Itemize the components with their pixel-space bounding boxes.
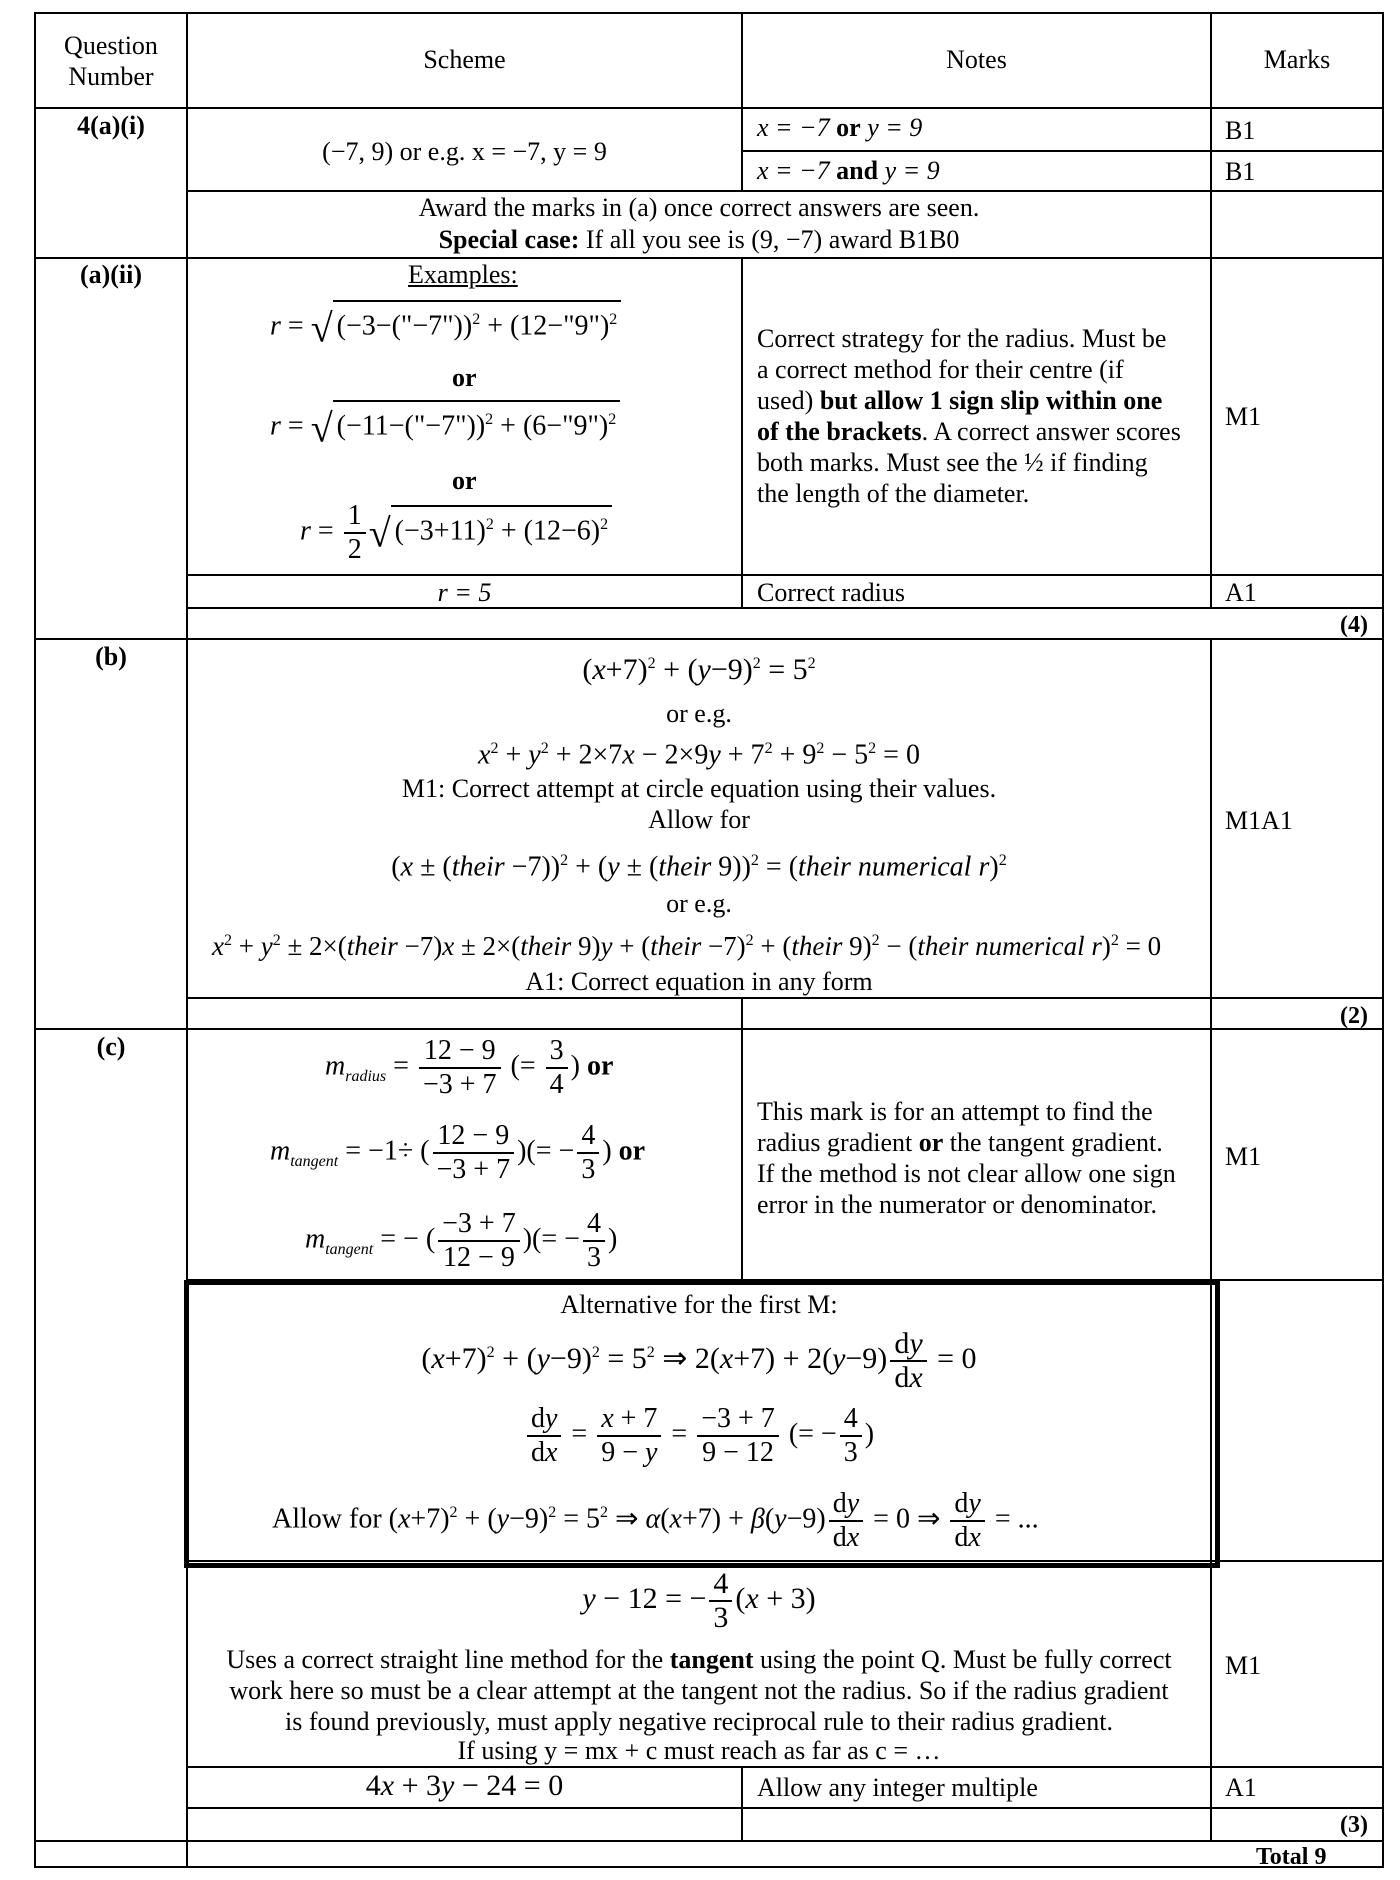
alternative-allow: Allow for $(x+7)^2 + (y-9)^2 = 5^2$ ⇒ α(x+7) + β(y−9) $\frac{dy}{dx}$ = 0 ⇒ $\frac{dy}{dx}$ = ... xyxy=(272,1488,1039,1553)
note-text: radius gradient xyxy=(757,1128,919,1157)
subtotal-b: (2) xyxy=(1340,1003,1368,1029)
note-text: using the point Q. Must be fully correct xyxy=(753,1645,1172,1674)
tangent-note-l3: is found previously, must apply negative reciprocal rule to their radius gradient. xyxy=(285,1707,1113,1736)
note-radius-l2: a correct method for their centre (if xyxy=(757,355,1124,384)
rule xyxy=(741,1028,743,1279)
radius-answer-note: Correct radius xyxy=(757,578,906,607)
m-subscript: tangent xyxy=(325,1241,374,1259)
rule xyxy=(1382,12,1384,1868)
note-text: x = −7 xyxy=(757,113,837,142)
mark-b1-first: B1 xyxy=(1225,116,1256,145)
final-equation: 4x + 3y − 24 = 0 xyxy=(365,1769,564,1802)
m-subscript: radius xyxy=(345,1068,387,1086)
tangent-equation: y − 12 = − $\frac{4}{3}$ (x + 3) xyxy=(582,1567,816,1634)
note-bold: or xyxy=(918,1128,944,1157)
alternative-implicit-diff: $(x+7)^2 + (y-9)^2 = 5^2$ ⇒ 2(x+7) + 2(y−9) $\frac{dy}{dx}$ = 0 xyxy=(421,1327,977,1394)
note-text: x = −7 xyxy=(757,156,837,185)
or-text: or xyxy=(618,1135,646,1167)
rule xyxy=(186,1766,1384,1768)
mark-m1-radius: M1 xyxy=(1225,402,1262,431)
rule xyxy=(1210,638,1212,1028)
or-eg-text: or e.g. xyxy=(666,699,732,728)
scheme-centre-answer: (−7, 9) or e.g. x = −7, y = 9 xyxy=(322,137,607,166)
special-case-comment xyxy=(188,224,1210,255)
m-subscript: tangent xyxy=(290,1153,339,1171)
or-text: or xyxy=(452,466,477,495)
rule xyxy=(34,1840,1384,1842)
rule xyxy=(34,1028,1384,1030)
rule xyxy=(34,107,1384,109)
note-text: the tangent gradient. xyxy=(943,1128,1163,1157)
special-case-label: Special case: xyxy=(438,225,580,254)
note-radius-l4 xyxy=(757,416,1181,447)
note-text: used) xyxy=(757,386,820,415)
rule xyxy=(741,1766,743,1842)
mark-m1-tangent: M1 xyxy=(1225,1651,1262,1680)
a1-criterion: A1: Correct equation in any form xyxy=(525,967,873,996)
note-x-and-y xyxy=(757,155,940,186)
gradient-tangent-2: $m_{tangent}$ = − ( $\frac{-3 + 7}{12 - 9}$ )(= − $\frac{4}{3}$ ) xyxy=(305,1208,618,1273)
or-text: or xyxy=(586,1050,614,1082)
note-radius-l3 xyxy=(757,385,1162,416)
award-comment: Award the marks in (a) once correct answers are seen. xyxy=(418,193,980,222)
mark-a1-final: A1 xyxy=(1225,1773,1257,1802)
rule xyxy=(741,150,1384,152)
note-radius-l5: both marks. Must see the ½ if finding xyxy=(757,448,1148,477)
note-radius-l1: Correct strategy for the radius. Must be xyxy=(757,324,1167,353)
rule xyxy=(34,12,36,1868)
allow-equation-expanded: $x^2 + y^2$ ± 2×(their −7)x ± 2×(their 9)y + (their −7)$^2$ + (their 9)$^2$ − (their numerical r)$^2$ = 0 xyxy=(212,931,1162,961)
radius-example-3: r = $\frac{1}{2}$ √ $(-3+11)^2 + (12-6)^2$ xyxy=(300,500,612,566)
tangent-note-l1 xyxy=(188,1644,1210,1675)
mark-m1a1: M1A1 xyxy=(1225,806,1293,835)
note-x-or-y xyxy=(757,112,922,143)
mark-b1-second: B1 xyxy=(1225,157,1256,186)
note-gradient-l4: error in the numerator or denominator. xyxy=(757,1190,1157,1219)
header-notes: Notes xyxy=(946,45,1007,74)
final-equation-note: Allow any integer multiple xyxy=(757,1773,1038,1802)
special-case-text: If all you see is (9, −7) award B1B0 xyxy=(579,225,960,254)
rule xyxy=(34,257,1384,259)
rule xyxy=(1210,257,1212,607)
or-text: or xyxy=(452,363,477,392)
circle-equation: $(x+7)^2 + (y-9)^2 = 5^2$ xyxy=(582,653,816,686)
rule xyxy=(34,1866,1384,1868)
note-bold: of the brackets xyxy=(757,417,922,446)
rule xyxy=(34,638,1384,640)
note-gradient-l3: If the method is not clear allow one sign xyxy=(757,1159,1176,1188)
allow-for-text: Allow for xyxy=(648,805,750,834)
rule xyxy=(34,12,1384,14)
m-symbol: m xyxy=(305,1223,326,1255)
subtotal-a: (4) xyxy=(1340,612,1368,638)
note-radius-l6: the length of the diameter. xyxy=(757,479,1030,508)
gradient-radius: $m_{radius}$ = $\frac{12 - 9}{-3 + 7}$ (= $\frac{3}{4}$ ) or xyxy=(325,1035,614,1100)
allow-for-text: Allow for xyxy=(272,1503,382,1535)
allow-equation: (x ± (their −7))$^2$ + (y ± (their 9))$^2$ = (their numerical r)$^2$ xyxy=(391,851,1007,883)
note-text: y = 9 xyxy=(860,113,923,142)
rule xyxy=(741,997,743,1028)
or-eg-text: or e.g. xyxy=(666,889,732,918)
m-symbol: m xyxy=(325,1050,346,1082)
question-label-aii: (a)(ii) xyxy=(79,260,143,289)
mark-m1-gradient: M1 xyxy=(1225,1142,1262,1171)
note-bold: and xyxy=(836,156,879,185)
gradient-tangent-1: $m_{tangent} = -1\div$ ( $\frac{12 - 9}{-3 + 7}$ )(= − $\frac{4}{3}$ ) or xyxy=(270,1120,646,1185)
note-text: . A correct answer scores xyxy=(921,417,1181,446)
m1-criterion: M1: Correct attempt at circle equation using their values. xyxy=(401,774,997,803)
tangent-note-l2: work here so must be a clear attempt at the tangent not the radius. So if the radius gradient xyxy=(229,1676,1169,1705)
note-text: Uses a correct straight line method for the xyxy=(226,1645,670,1674)
note-gradient-l1: This mark is for an attempt to find the xyxy=(757,1097,1153,1126)
radius-answer: r = 5 xyxy=(437,578,492,607)
radius-example-1: r = √ (−3−("−7"))$^2$ + (12−"9")$^2$ xyxy=(270,300,621,343)
header-scheme: Scheme xyxy=(423,45,506,74)
subtotal-c: (3) xyxy=(1340,1812,1368,1838)
m-symbol: m xyxy=(270,1135,291,1167)
rule xyxy=(1210,107,1212,257)
rule xyxy=(186,574,1384,576)
note-bold: but allow 1 sign slip within one xyxy=(819,386,1163,415)
circle-equation-expanded: $x^2 + y^2 + 2\times 7x - 2\times 9y + 7^2 + 9^2 - 5^2 = 0$ xyxy=(478,739,920,771)
radius-example-2: r = √ (−11−("−7"))$^2$ + (6−"9")$^2$ xyxy=(270,400,620,443)
note-bold: tangent xyxy=(669,1645,754,1674)
rule xyxy=(741,107,743,190)
rule xyxy=(186,997,1384,999)
examples-heading: Examples: xyxy=(408,260,518,289)
rule xyxy=(741,257,743,607)
alternative-gradient: $\frac{dy}{dx}$ = $\frac{x + 7}{9 - y}$ = $\frac{-3 + 7}{9 - 12}$ (= − $\frac{4}{3}$ ) xyxy=(188,1403,1210,1469)
note-text: y = 9 xyxy=(878,156,940,185)
header-marks: Marks xyxy=(1263,45,1331,74)
question-label-4ai: 4(a)(i) xyxy=(77,111,145,140)
question-label-b: (b) xyxy=(95,642,127,671)
note-gradient-l2 xyxy=(757,1127,1163,1158)
header-question-number: Question Number xyxy=(64,31,158,91)
question-label-c: (c) xyxy=(96,1032,126,1061)
grand-total: Total 9 xyxy=(1256,1844,1327,1870)
rule xyxy=(186,1807,1384,1809)
mark-a1-radius: A1 xyxy=(1225,578,1257,607)
alternative-title: Alternative for the first M: xyxy=(560,1290,838,1319)
note-bold: or xyxy=(836,113,861,142)
tangent-note-l4: If using y = mx + c must reach as far as c = … xyxy=(457,1736,941,1765)
